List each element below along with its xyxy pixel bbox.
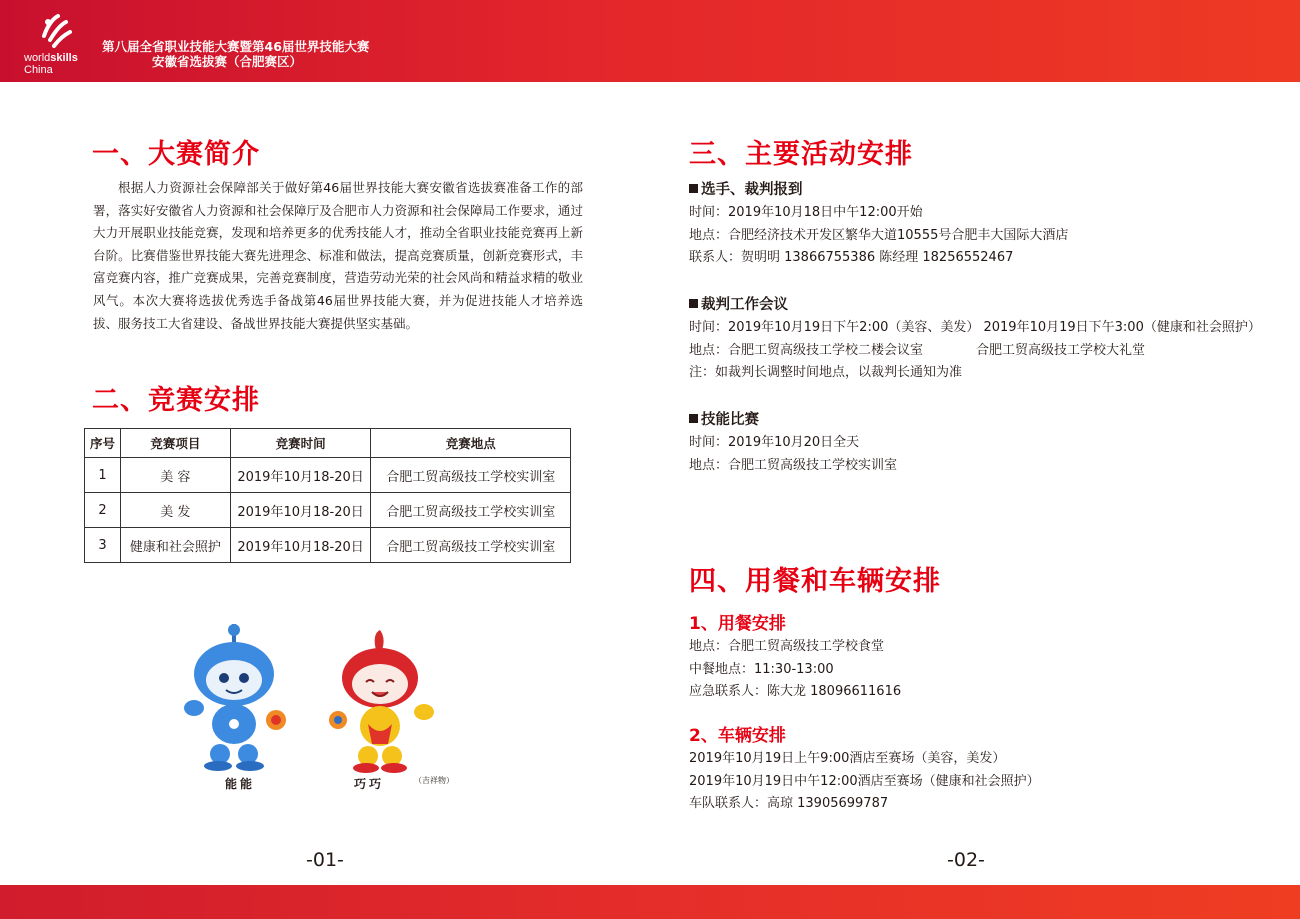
page-number-right: -02- [947,849,985,871]
meal-details [689,636,901,704]
vehicle-line2: 2019年10月19日中午12:00酒店至赛场（健康和社会照护） [689,773,1040,789]
activity-checkin-place: 地点：合肥经济技术开发区繁华大道10555号合肥丰大国际大酒店 [689,227,1069,243]
mascot-nengneng-illustration [176,622,304,772]
table-cell: 合肥工贸高级技工学校实训室 [371,528,571,563]
activity-judges-meeting-title: 裁判工作会议 [689,293,1261,317]
logo-text-worldskills: worldskills [24,52,78,64]
section1-body [93,177,583,335]
vehicle-contact: 车队联系人：高琼 13905699787 [689,796,889,811]
header-banner [0,0,1300,82]
activity-checkin-contact: 联系人：贺明明 13866755386 陈经理 18256552467 [689,250,1014,265]
header-title [102,39,369,69]
vehicle-line1: 2019年10月19日上午9:00酒店至赛场（美容，美发） [689,751,1006,766]
activity-competition-place: 地点：合肥工贸高级技工学校实训室 [689,457,898,473]
competition-schedule-table [84,428,571,563]
table-header-cell: 竞赛项目 [120,429,230,458]
header-title-line1: 第八届全省职业技能大赛暨第46届世界技能大赛 [102,39,370,54]
vehicle-title: 2、车辆安排 [689,726,786,746]
mascot-name-qiaoqiao: 巧巧 [354,777,385,791]
header-title-line2: 安徽省选拔赛（合肥赛区） [151,54,302,69]
activity-judges-meeting-place: 地点：合肥工贸高级技工学校二楼会议室 合肥工贸高级技工学校大礼堂 [689,342,1146,358]
section4-title: 四、用餐和车辆安排 [689,566,941,597]
worldskills-china-logo [22,14,94,74]
square-bullet-icon [689,299,698,308]
table-cell: 2019年10月18-20日 [230,528,371,563]
table-row [85,458,571,493]
section3-title: 三、主要活动安排 [689,139,913,170]
activity-judges-meeting [689,293,1261,385]
footer-banner [0,885,1300,919]
table-header-cell: 竞赛时间 [230,429,371,458]
table-cell: 1 [85,458,121,493]
table-cell: 合肥工贸高级技工学校实训室 [371,493,571,528]
table-header-cell: 竞赛地点 [371,429,571,458]
activity-judges-meeting-note: 注：如裁判长调整时间地点，以裁判长通知为准 [689,365,963,380]
meal-time: 中餐地点：11:30-13:00 [689,661,834,677]
activity-checkin [689,178,1068,270]
activity-competition-time: 时间：2019年10月20日全天 [689,435,860,450]
table-row [85,528,571,563]
page-number-left: -01- [306,849,344,871]
mascot-note: （吉祥物） [414,776,454,785]
table-cell: 美 发 [120,493,230,528]
table-cell: 2 [85,493,121,528]
logo-text-china: China [24,64,53,76]
table-cell: 2019年10月18-20日 [230,493,371,528]
activity-competition-title: 技能比赛 [689,408,897,432]
activity-checkin-title: 选手、裁判报到 [689,178,1068,202]
activity-competition [689,408,897,477]
activity-checkin-time: 时间：2019年10月18日中午12:00开始 [689,205,923,220]
table-header-row [85,429,571,458]
activity-judges-meeting-time: 时间：2019年10月19日下午2:00（美容、美发） 2019年10月19日下午3:00（健康和社会照护） [689,320,1261,335]
mascot-name-nengneng: 能能 [225,777,256,791]
table-cell: 合肥工贸高级技工学校实训室 [371,458,571,493]
worldskills-hand-icon [40,14,74,52]
mascot-qiaoqiao-illustration [324,628,442,774]
section1-title: 一、大赛简介 [92,139,260,170]
square-bullet-icon [689,414,698,423]
table-cell: 健康和社会照护 [120,528,230,563]
square-bullet-icon [689,184,698,193]
table-cell: 3 [85,528,121,563]
table-row [85,493,571,528]
table-cell: 2019年10月18-20日 [230,458,371,493]
meal-title: 1、用餐安排 [689,614,786,634]
meal-contact: 应急联系人：陈大龙 18096611616 [689,684,902,699]
table-cell: 美 容 [120,458,230,493]
meal-place: 地点：合肥工贸高级技工学校食堂 [689,639,885,654]
section2-title: 二、竞赛安排 [92,385,260,416]
table-header-cell: 序号 [85,429,121,458]
vehicle-details [689,748,1040,816]
section1-paragraph: 根据人力资源社会保障部关于做好第46届世界技能大赛安徽省选拔赛准备工作的部署，落实好安徽省人力资源和社会保障厅及合肥市人力资源和社会保障局工作要求，通过大力开展职业技能竞赛，发现和培养更多的优秀技能人才，推动全省职业技能竞赛再上新台阶。比赛借鉴世界技能大赛先进理念、标准和做法，提高竞赛质量，创新竞赛形式，丰富竞赛内容，推广竞赛成果，完善竞赛制度，营造劳动光荣的社会风尚和精益求精的敬业风气。本次大赛将选拔优秀选手备战第46届世界技能大赛，并为促进技能人才培养选拔、服务技工大省建设、备战世界技能大赛提供坚实基础。 [93,180,583,331]
